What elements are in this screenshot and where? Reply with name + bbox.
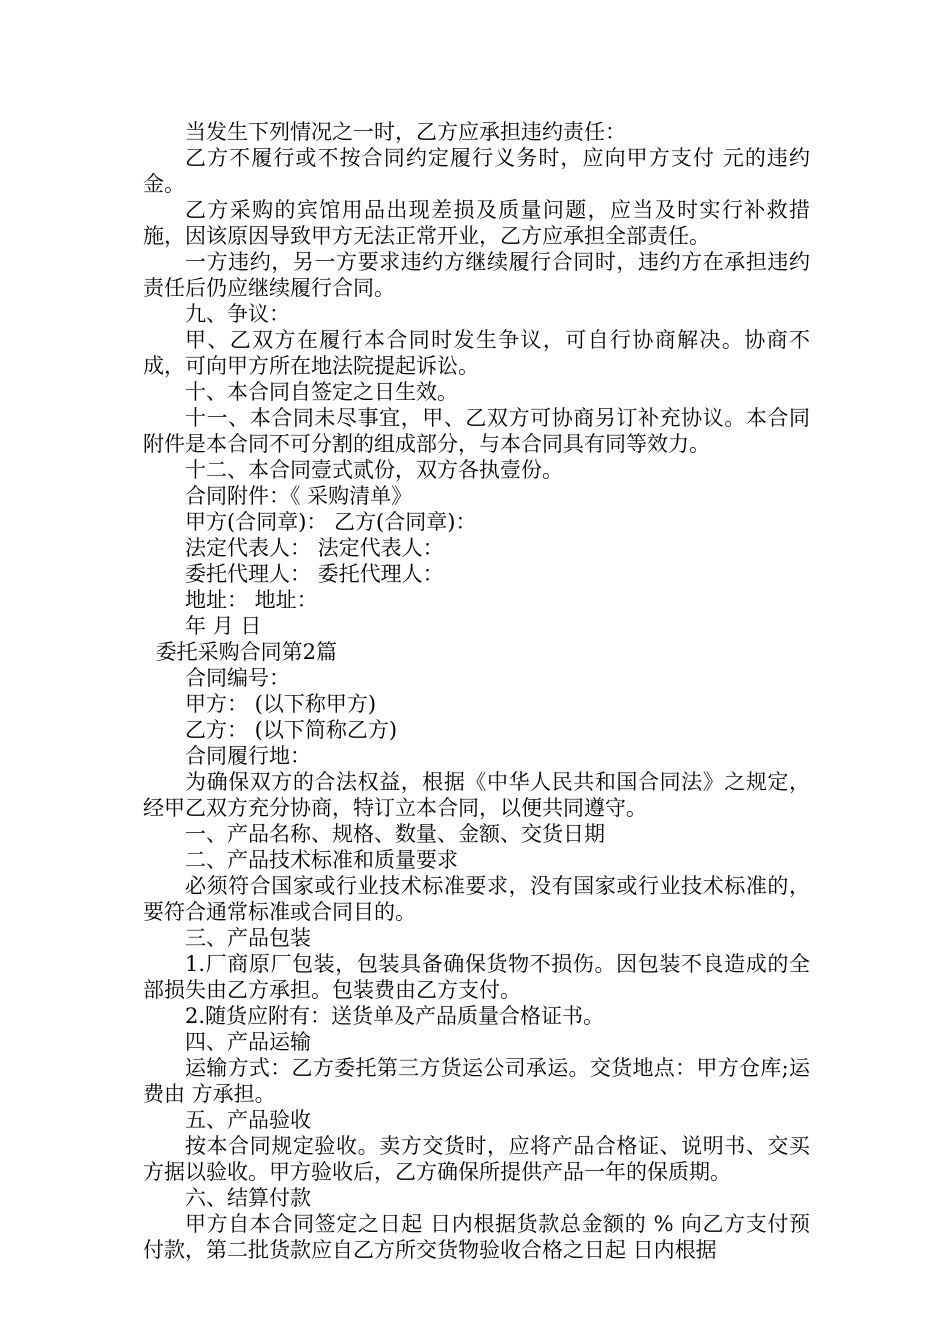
- paragraph: 乙方： (以下简称乙方): [185, 718, 398, 742]
- paragraph: 运输方式：乙方委托第三方货运公司承运。交货地点：甲方仓库;运费由 方承担。: [143, 1056, 810, 1106]
- paragraph: 九、争议：: [185, 302, 290, 326]
- paragraph: 甲方： (以下称甲方): [185, 692, 377, 716]
- paragraph: 地址： 地址：: [185, 588, 318, 612]
- paragraph: 三、产品包装: [185, 926, 311, 950]
- paragraph: 为确保双方的合法权益，根据《中华人民共和国合同法》之规定，经甲乙双方充分协商，特订立本合同，以便共同遵守。: [143, 770, 810, 820]
- paragraph: 合同编号：: [185, 666, 290, 690]
- paragraph: 法定代表人： 法定代表人：: [185, 536, 444, 560]
- paragraph: 合同附件：《 采购清单》: [185, 484, 413, 508]
- paragraph: 十二、本合同壹式贰份，双方各执壹份。: [185, 458, 563, 482]
- paragraph: 合同履行地：: [185, 744, 311, 768]
- paragraph: 二、产品技术标准和质量要求: [185, 848, 458, 872]
- paragraph: 十一、本合同未尽事宜，甲、乙双方可协商另订补充协议。本合同附件是本合同不可分割的组成部分，与本合同具有同等效力。: [143, 406, 810, 456]
- paragraph: 2.随货应附有：送货单及产品质量合格证书。: [185, 1004, 605, 1028]
- document-body: [143, 119, 810, 1263]
- paragraph: 甲、乙双方在履行本合同时发生争议，可自行协商解决。协商不成，可向甲方所在地法院提起诉讼。: [143, 328, 810, 378]
- paragraph: 乙方不履行或不按合同约定履行义务时，应向甲方支付 元的违约金。: [143, 146, 810, 196]
- paragraph: 甲方(合同章)： 乙方(合同章)：: [185, 510, 477, 534]
- paragraph: 一、产品名称、规格、数量、金额、交货日期: [185, 822, 605, 846]
- paragraph: 甲方自本合同签定之日起 日内根据货款总金额的 % 向乙方支付预付款，第二批货款应自乙方所交货物验收合格之日起 日内根据: [143, 1212, 810, 1262]
- paragraph: 乙方采购的宾馆用品出现差损及质量问题，应当及时实行补救措施，因该原因导致甲方无法正常开业，乙方应承担全部责任。: [143, 198, 810, 248]
- paragraph: 十、本合同自签定之日生效。: [185, 380, 458, 404]
- paragraph: 1.厂商原厂包装，包装具备确保货物不损伤。因包装不良造成的全部损失由乙方承担。包装费由乙方支付。: [143, 952, 810, 1002]
- paragraph: 委托代理人： 委托代理人：: [185, 562, 444, 586]
- paragraph: 四、产品运输: [185, 1030, 311, 1054]
- paragraph: 六、结算付款: [185, 1186, 311, 1210]
- section-heading: 委托采购合同第2篇: [155, 640, 337, 664]
- paragraph: 五、产品验收: [185, 1108, 311, 1132]
- paragraph: 一方违约，另一方要求违约方继续履行合同时，违约方在承担违约责任后仍应继续履行合同。: [143, 250, 810, 300]
- paragraph: 必须符合国家或行业技术标准要求，没有国家或行业技术标准的，要符合通常标准或合同目的。: [143, 874, 810, 924]
- paragraph: 当发生下列情况之一时，乙方应承担违约责任：: [185, 120, 626, 144]
- paragraph: 年 月 日: [185, 614, 262, 638]
- paragraph: 按本合同规定验收。卖方交货时，应将产品合格证、说明书、交买方据以验收。甲方验收后，乙方确保所提供产品一年的保质期。: [143, 1134, 810, 1184]
